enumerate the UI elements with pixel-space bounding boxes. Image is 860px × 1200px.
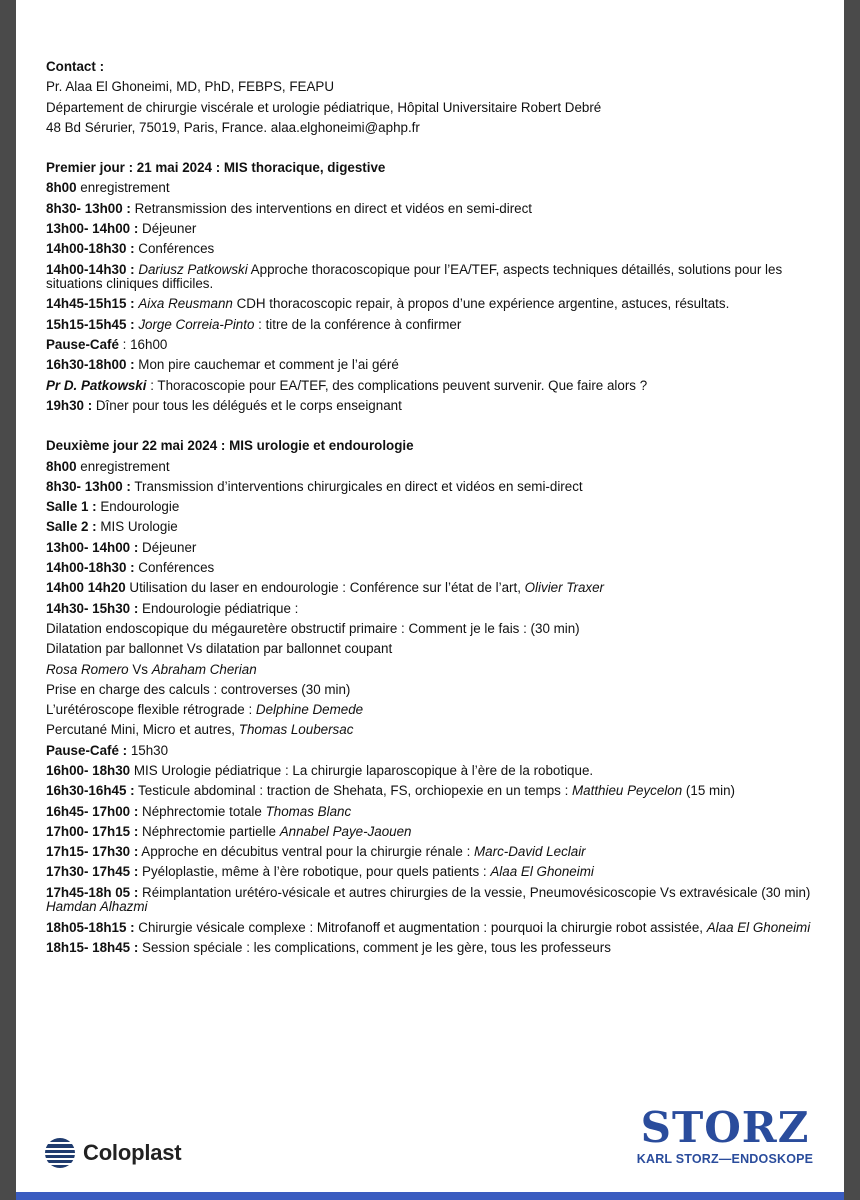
item-text: Transmission d’interventions chirurgicales en direct et vidéos en semi-direct xyxy=(130,478,583,494)
item-speaker: Jorge Correia-Pinto xyxy=(138,316,255,332)
schedule-item xyxy=(46,178,826,198)
schedule-item xyxy=(46,477,826,497)
item-time: 15h15-15h45 : xyxy=(46,316,135,332)
contact-address: 48 Bd Sérurier, 75019, Paris, France. alaa.elghoneimi@aphp.fr xyxy=(46,119,420,135)
schedule-item xyxy=(46,883,826,918)
item-speaker: Annabel Paye-Jaouen xyxy=(279,823,412,839)
schedule-item xyxy=(46,558,826,578)
storz-subtitle: KARL STORZ—ENDOSKOPE xyxy=(636,1152,814,1166)
item-text: Déjeuner xyxy=(138,221,197,237)
schedule-item xyxy=(46,822,826,842)
item-text: Néphrectomie partielle xyxy=(138,823,280,839)
schedule-item xyxy=(46,355,826,375)
schedule-item xyxy=(46,376,826,396)
document-page xyxy=(16,0,844,1200)
item-speaker: Hamdan Alhazmi xyxy=(46,899,148,915)
item-speaker: Thomas Loubersac xyxy=(238,722,354,738)
item-text: MIS Urologie pédiatrique : La chirurgie laparoscopique à l’ère de la robotique. xyxy=(130,763,594,778)
schedule-item xyxy=(46,538,826,558)
item-text: (15 min) xyxy=(682,783,736,799)
schedule-item xyxy=(46,457,826,477)
item-time: 17h45-18h 05 : xyxy=(46,884,139,900)
item-text: Percutané Mini, Micro et autres, xyxy=(46,722,239,738)
schedule-item xyxy=(46,517,826,537)
schedule-item xyxy=(46,938,826,958)
schedule-item xyxy=(46,239,826,259)
item-speaker: Abraham Cherian xyxy=(151,661,257,677)
schedule-item xyxy=(46,619,826,639)
item-text: Chirurgie vésicale complexe : Mitrofanoff et augmentation : pourquoi la chirurgie robot assistée, xyxy=(134,919,707,935)
item-text: : titre de la conférence à confirmer xyxy=(254,316,462,332)
schedule-item xyxy=(46,761,826,781)
day1-schedule xyxy=(46,178,826,416)
item-time: Pause-Café : xyxy=(46,742,128,758)
item-time: 18h15- 18h45 : xyxy=(46,939,139,955)
schedule-item xyxy=(46,219,826,239)
item-time: Salle 2 : xyxy=(46,519,97,535)
item-time: 14h30- 15h30 : xyxy=(46,600,139,616)
item-text: Prise en charge des calculs : controverses (30 min) xyxy=(46,681,351,697)
schedule-item xyxy=(46,396,826,416)
item-text: Dilatation endoscopique du mégauretère obstructif primaire : Comment je le fais : (30 min) xyxy=(46,620,580,636)
item-text: Néphrectomie totale xyxy=(138,803,266,819)
schedule-item xyxy=(46,315,826,335)
item-time: 17h15- 17h30 : xyxy=(46,844,139,860)
item-speaker: Marc-David Leclair xyxy=(474,844,586,860)
schedule-item xyxy=(46,294,826,314)
item-time: 17h00- 17h15 : xyxy=(46,823,139,839)
item-text: 15h30 xyxy=(127,742,169,758)
item-text: enregistrement xyxy=(76,458,170,474)
item-text: Endourologie xyxy=(96,499,180,515)
item-time: Pause-Café xyxy=(46,337,119,353)
item-text: Conférences xyxy=(134,560,215,576)
coloplast-emblem-icon xyxy=(44,1137,76,1169)
storz-wordmark: STORZ xyxy=(640,1103,810,1152)
schedule-item xyxy=(46,335,826,355)
item-speaker: Alaa El Ghoneimi xyxy=(706,919,811,935)
item-speaker: Delphine Demede xyxy=(255,702,364,718)
item-text: Pyéloplastie, même à l’ère robotique, pour quels patients : xyxy=(138,864,491,880)
item-time: 8h00 xyxy=(46,458,77,474)
item-speaker: Alaa El Ghoneimi xyxy=(490,864,594,880)
item-text: L’urétéroscope flexible rétrograde : xyxy=(46,702,256,718)
item-text: Utilisation du laser en endourologie : Conférence sur l’état de l’art, xyxy=(125,580,525,596)
item-time: 14h45-15h15 : xyxy=(46,296,135,312)
coloplast-logo xyxy=(44,1137,181,1169)
item-time: 16h30-16h45 : xyxy=(46,783,135,799)
schedule-item xyxy=(46,862,826,882)
item-text: Approche thoracoscopique pour l’EA/TEF, aspects techniques détaillés, solutions pour les situations cliniques difficiles. xyxy=(46,261,783,292)
item-speaker xyxy=(46,378,146,393)
item-text: Vs xyxy=(128,661,152,677)
item-time: 14h00-18h30 : xyxy=(46,560,135,576)
schedule-item xyxy=(46,260,826,295)
schedule-item xyxy=(46,660,826,680)
item-text: MIS Urologie xyxy=(96,519,178,535)
item-text: Endourologie pédiatrique : xyxy=(138,600,299,616)
item-text: Déjeuner xyxy=(138,539,197,555)
schedule-item xyxy=(46,680,826,700)
schedule-item xyxy=(46,781,826,801)
item-speaker: Thomas Blanc xyxy=(265,803,352,819)
item-text: Retransmission des interventions en direct et vidéos en semi-direct xyxy=(130,200,533,216)
karl-storz-logo xyxy=(614,1103,836,1166)
item-time: 14h00-14h30 : xyxy=(46,261,135,277)
contact-department: Département de chirurgie viscérale et urologie pédiatrique, Hôpital Universitaire Robert Debré xyxy=(46,99,602,115)
speaker-name: Pr D. Patkowski xyxy=(46,377,147,393)
item-text: : 16h00 xyxy=(118,337,168,353)
schedule-item xyxy=(46,599,826,619)
item-time: 19h30 : xyxy=(46,397,93,413)
schedule-item xyxy=(46,720,826,740)
item-time: 8h30- 13h00 : xyxy=(46,200,131,216)
item-time: 17h30- 17h45 : xyxy=(46,864,139,880)
item-time: 16h30-18h00 : xyxy=(46,357,135,373)
item-text: Conférences xyxy=(134,241,215,257)
item-text: CDH thoracoscopic repair, à propos d’une expérience argentine, astuces, résultats. xyxy=(232,296,730,312)
program-content xyxy=(46,57,826,958)
schedule-item xyxy=(46,578,826,598)
item-text: Testicule abdominal : traction de Shehata, FS, orchiopexie en un temps : xyxy=(134,783,573,799)
schedule-item xyxy=(46,700,826,720)
day1-heading: Premier jour : 21 mai 2024 : MIS thoracique, digestive xyxy=(46,160,386,176)
item-text: Réimplantation urétéro-vésicale et autres chirurgies de la vessie, Pneumovésicoscopie Vs extravésicale (30 min) xyxy=(138,884,811,900)
day2-schedule xyxy=(46,457,826,959)
schedule-item xyxy=(46,918,826,938)
item-speaker: Olivier Traxer xyxy=(524,580,604,596)
item-time: 18h05-18h15 : xyxy=(46,919,135,935)
item-time: Salle 1 : xyxy=(46,499,97,515)
item-time: 13h00- 14h00 : xyxy=(46,539,139,555)
day2-heading: Deuxième jour 22 mai 2024 : MIS urologie et endourologie xyxy=(46,438,414,454)
item-speaker: Rosa Romero xyxy=(46,661,129,677)
bottom-bar xyxy=(16,1192,844,1200)
item-text: Approche en décubitus ventral pour la chirurgie rénale : xyxy=(138,844,475,860)
item-time: 8h30- 13h00 : xyxy=(46,478,131,494)
schedule-item xyxy=(46,802,826,822)
item-text: Dilatation par ballonnet Vs dilatation par ballonnet coupant xyxy=(46,641,393,657)
item-text: : Thoracoscopie pour EA/TEF, des complications peuvent survenir. Que faire alors ? xyxy=(146,377,648,393)
item-speaker: Matthieu Peycelon xyxy=(572,783,683,799)
item-text: enregistrement xyxy=(76,180,170,196)
schedule-item xyxy=(46,497,826,517)
item-text: Dîner pour tous les délégués et le corps enseignant xyxy=(92,397,402,413)
item-speaker: Dariusz Patkowski xyxy=(138,261,248,277)
schedule-item xyxy=(46,842,826,862)
item-speaker: Aixa Reusmann xyxy=(138,296,233,312)
schedule-item xyxy=(46,639,826,659)
schedule-item xyxy=(46,741,826,761)
item-time: 14h00 14h20 xyxy=(46,580,126,596)
item-time: 16h00- 18h30 xyxy=(46,763,131,778)
item-time: 8h00 xyxy=(46,180,77,196)
item-time: 14h00-18h30 : xyxy=(46,241,135,257)
schedule-item xyxy=(46,199,826,219)
item-time: 16h45- 17h00 : xyxy=(46,803,139,819)
item-text: Session spéciale : les complications, comment je les gère, tous les professeurs xyxy=(138,939,611,955)
coloplast-wordmark: Coloplast xyxy=(83,1140,182,1165)
contact-name: Pr. Alaa El Ghoneimi, MD, PhD, FEBPS, FEAPU xyxy=(46,79,334,95)
item-text: Mon pire cauchemar et comment je l’ai géré xyxy=(134,357,399,373)
item-time: 13h00- 14h00 : xyxy=(46,221,139,237)
contact-heading: Contact : xyxy=(46,59,105,74)
